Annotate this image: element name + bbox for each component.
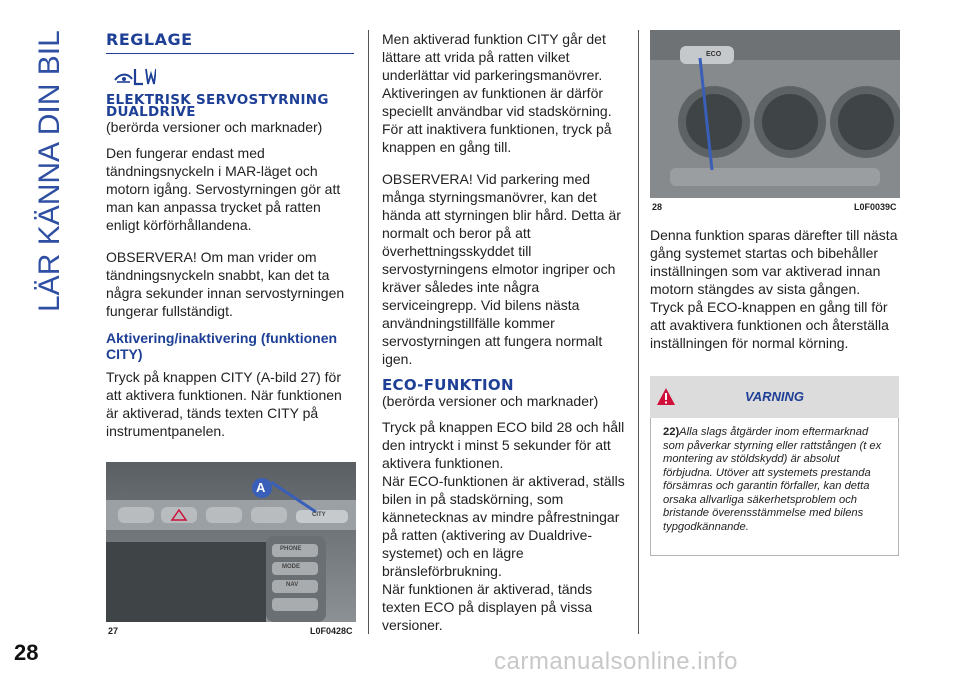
city-note: OBSERVERA! Vid parkering med många styrningsmanövrer, kan det hända att styrningen blir hård. Detta är normalt och beror på att överhettningsskyddet till servostyrningens elmotor ingriper och kräver således inte några serviceingrepp. Vid bilens nästa användningstillfälle kommer servostyrningen att fungera normalt igen. xyxy=(382,171,621,367)
nav-button-label: NAV xyxy=(286,582,299,588)
eco-scope: (berörda versioner och marknader) xyxy=(382,393,599,409)
section-heading: REGLAGE xyxy=(106,30,354,54)
figure-27-code: L0F0428C xyxy=(310,626,353,636)
warning-text xyxy=(663,426,886,534)
eco-paragraph: När funktionen är aktiverad, tänds texten ECO på displayen på vissa versioner. xyxy=(382,581,593,633)
eco-paragraph: När ECO-funktionen är aktiverad, ställs bilen in på stadskörning, som kännetecknas av mindre påfrestningar på ratten (aktivering av Dualdrive-systemet) och en lägre bränsleförbrukning. xyxy=(382,473,625,579)
figure-28-photo xyxy=(650,30,900,198)
column-divider xyxy=(368,30,369,634)
eps-note: OBSERVERA! Om man vrider om tändningsnyckeln snabbt, kan det ta några sekunder innan servostyrningen fungerar fullständigt. xyxy=(106,249,345,319)
figure-27-number: 27 xyxy=(108,626,119,636)
eps-heading: ELEKTRISK SERVOSTYRNING DUALDRIVE xyxy=(106,92,329,120)
steering-wheel-icon xyxy=(112,64,156,88)
figure-27-photo xyxy=(106,462,356,622)
column-3-text xyxy=(650,226,900,352)
page-number: 28 xyxy=(14,640,39,665)
column-divider xyxy=(638,30,639,634)
warning-reference: 22) xyxy=(663,426,680,438)
figure-28-number: 28 xyxy=(652,202,663,212)
dashboard-buttons-illustration xyxy=(106,462,356,622)
city-paragraph-2: Men aktiverad funktion CITY går det lättare att vrida på ratten vilket underlättar vid parkeringsmanövrer. Aktiveringen av funktionen är därför speciellt användbar vid stadskörning. För att inaktivera funktionen, tryck på knappen en gång till. xyxy=(382,31,612,155)
phone-button-label: PHONE xyxy=(280,546,302,552)
eps-scope: (berörda versioner och marknader) xyxy=(106,119,323,135)
warning-message: Alla slags åtgärder inom eftermarknad som påverkar styrning eller rattstången (t ex montering av stöldskydd) är absolut förbjudna. Utöver att systemets prestanda försämras och garantin förfaller, kan detta orsaka allvarliga säkerhetsproblem och bristande överensstämmelse med bilens typgodkännande. xyxy=(663,426,882,533)
warning-body xyxy=(650,418,899,556)
eps-paragraph: Den fungerar endast med tändningsnyckeln i MAR-läget och motorn igång. Servostyrningen gör att man kan anpassa trycket på ratten enligt körförhållandena. xyxy=(106,145,341,233)
watermark: carmanualsonline.info xyxy=(494,648,738,675)
city-button-label: CITY xyxy=(312,512,326,518)
figure-28-code: L0F0039C xyxy=(854,202,897,212)
climate-panel-illustration xyxy=(650,30,900,198)
warning-box xyxy=(650,376,899,556)
warning-title: VARNING xyxy=(745,389,804,404)
eco-heading: ECO-FUNKTION xyxy=(382,376,514,394)
chapter-title: LÄR KÄNNA DIN BIL xyxy=(33,30,66,312)
city-subheading: Aktivering/inaktivering (funktionen CITY) xyxy=(106,330,338,362)
eco-paragraph: Tryck på ECO-knappen en gång till för att avaktivera funktionen och återställa inställningen för normal körning. xyxy=(650,299,889,351)
city-paragraph: Tryck på knappen CITY (A-bild 27) för att aktivera funktionen. När funktionen är aktiverad, tänds texten CITY på instrumentpanelen. xyxy=(106,369,342,439)
mode-button-label: MODE xyxy=(282,564,300,570)
warning-header xyxy=(650,376,899,418)
eco-paragraph: Denna funktion sparas därefter till nästa gång systemet startas och bibehåller inställningen som var aktiverad innan motorn stängdes av sista gången. xyxy=(650,227,898,297)
column-2 xyxy=(382,30,630,634)
column-1 xyxy=(106,30,354,440)
eco-paragraph: Tryck på knappen ECO bild 28 och håll den intryckt i minst 5 sekunder för att aktivera funktionen. xyxy=(382,419,625,471)
callout-marker: A xyxy=(256,480,266,495)
eco-button-label: ECO xyxy=(706,51,722,58)
